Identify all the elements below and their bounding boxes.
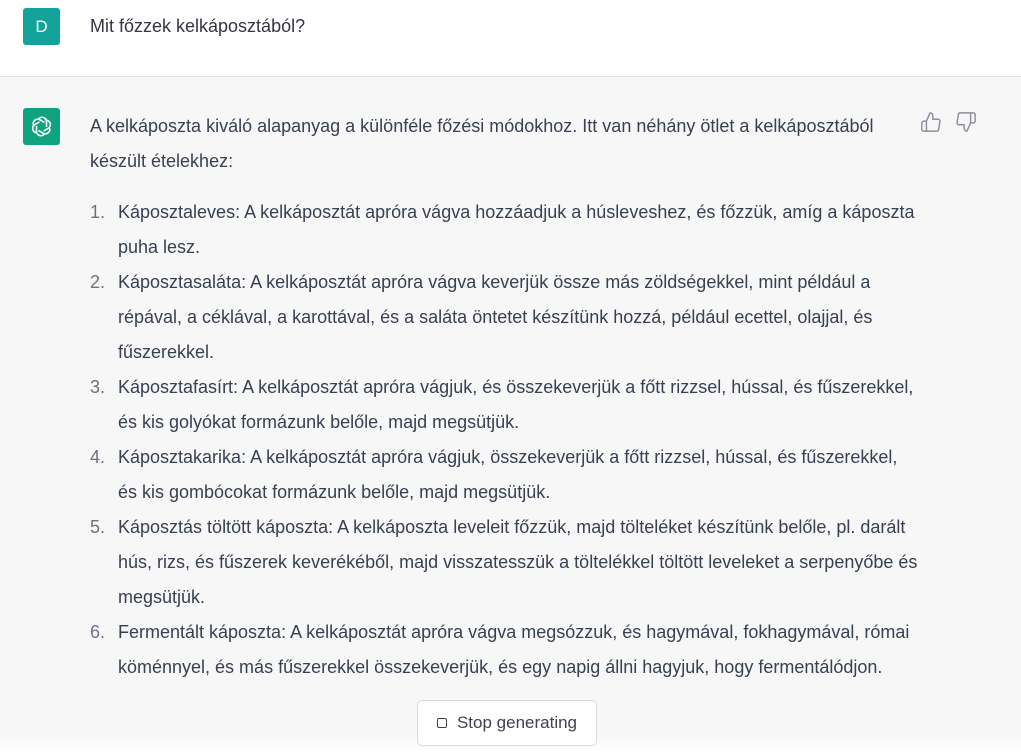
list-item-number: 3. bbox=[90, 377, 106, 397]
list-item-text: Káposztás töltött káposzta: A kelkáposzta leveleit főzzük, majd tölteléket készítünk belőle, pl. darált hús, rizs, és fűszerek keverékéből, majd visszatesszük a töltelékkel töltött leveleket a serpenyőbe és megsütjük. bbox=[118, 517, 918, 607]
list-item-number: 1. bbox=[90, 202, 106, 222]
user-message-row bbox=[0, 0, 1021, 77]
stop-generating-label: Stop generating bbox=[456, 713, 578, 732]
thumbs-up-icon[interactable] bbox=[920, 111, 942, 133]
thumbs-down-icon[interactable] bbox=[955, 111, 977, 133]
user-avatar: D bbox=[23, 8, 60, 45]
openai-logo-icon bbox=[23, 108, 60, 145]
list-item-text: Fermentált káposzta: A kelkáposztát apróra vágva megsózzuk, és hagymával, fokhagymával, római köménnyel, és más fűszerekkel összekeverjük, és egy napig állni hagyjuk, hogy fermentálódjon. bbox=[118, 622, 910, 677]
list-item bbox=[90, 370, 920, 440]
assistant-message-row bbox=[0, 77, 1021, 755]
list-item-text: Káposztakarika: A kelkáposztát apróra vágjuk, összekeverjük a főtt rizzsel, hússal, és fűszerekkel, és kis gombócokat formázunk belőle, majd megsütjük. bbox=[118, 447, 898, 502]
list-item-number: 4. bbox=[90, 447, 106, 467]
list-item-text: Káposztasaláta: A kelkáposztát apróra vágva keverjük össze más zöldségekkel, mint például a répával, a céklával, a karottával, és a saláta öntetet készítünk hozzá, például ecettel, olajjal, és fűszerekkel. bbox=[118, 272, 873, 362]
answer-list bbox=[90, 195, 920, 685]
user-message-text: Mit főzzek kelkáposztából? bbox=[90, 16, 306, 36]
list-item-text: Káposztafasírt: A kelkáposztát apróra vágjuk, és összekeverjük a főtt rizzsel, hússal, és fűszerekkel, és kis golyókat formázunk belőle, majd megsütjük. bbox=[118, 377, 914, 432]
assistant-intro-text: A kelkáposzta kiváló alapanyag a különféle főzési módokhoz. Itt van néhány ötlet a kelkáposztából készült ételekhez: bbox=[90, 116, 874, 171]
list-item bbox=[90, 510, 920, 615]
list-item bbox=[90, 195, 920, 265]
stop-square-icon bbox=[437, 718, 447, 728]
assistant-message-content bbox=[90, 109, 920, 685]
list-item-number: 2. bbox=[90, 272, 106, 292]
list-item bbox=[90, 615, 920, 685]
list-item-text: Káposztaleves: A kelkáposztát apróra vágva hozzáadjuk a húsleveshez, és főzzük, amíg a káposzta puha lesz. bbox=[118, 202, 915, 257]
list-item-number: 6. bbox=[90, 622, 106, 642]
list-item bbox=[90, 265, 920, 370]
stop-generating-button[interactable] bbox=[417, 700, 597, 746]
list-item bbox=[90, 440, 920, 510]
list-item-number: 5. bbox=[90, 517, 106, 537]
